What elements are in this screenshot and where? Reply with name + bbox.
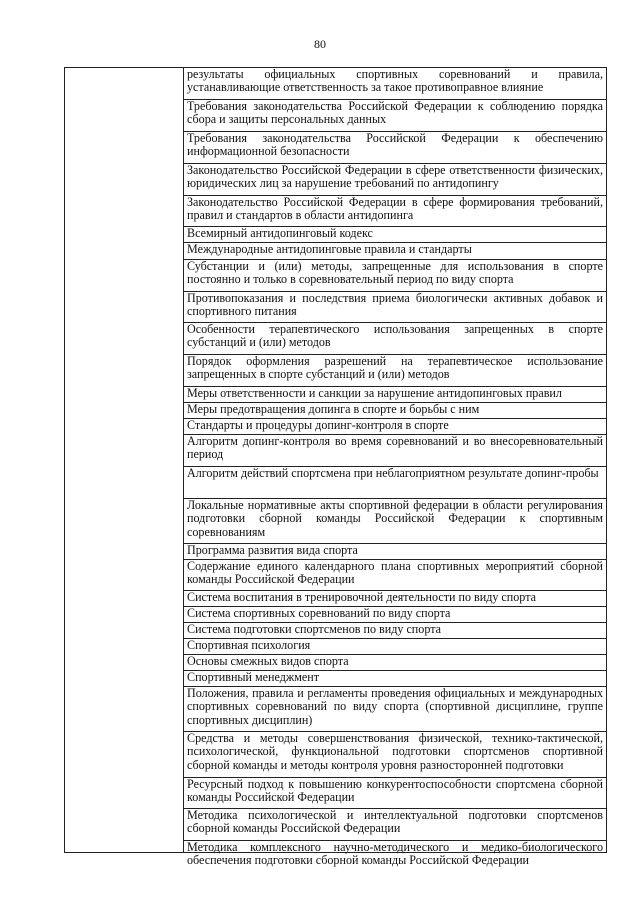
table-row: Система подготовки спортсменов по виду спорта bbox=[184, 623, 606, 639]
table-row: Субстанции и (или) методы, запрещенные для использования в спорте постоянно и только в соревновательный период по виду спорта bbox=[184, 260, 606, 292]
table-row: Законодательство Российской Федерации в сфере ответственности физических, юридических лиц за нарушение требований по антидопингу bbox=[184, 164, 606, 196]
table-row: Стандарты и процедуры допинг-контроля в спорте bbox=[184, 419, 606, 435]
table-row: Средства и методы совершенствования физической, технико-тактической, психологической, функциональной подготовки спортсменов спортивной сборной команды и методы контроля уровня разносторонней подготовки bbox=[184, 732, 606, 778]
table-row: Международные антидопинговые правила и стандарты bbox=[184, 243, 606, 260]
table-left-column bbox=[65, 68, 184, 852]
table-row: Положения, правила и регламенты проведения официальных и международных спортивных соревнований по виду спорта (спортивной дисциплине, группе спортивных дисциплин) bbox=[184, 687, 606, 732]
table-row: Система спортивных соревнований по виду спорта bbox=[184, 607, 606, 623]
table-row: Особенности терапевтического использования запрещенных в спорте субстанций и (или) методов bbox=[184, 323, 606, 355]
table-row: Законодательство Российской Федерации в сфере формирования требований, правил и стандартов в области антидопинга bbox=[184, 196, 606, 227]
table-row: результаты официальных спортивных соревнований и правила, устанавливающие ответственность за такое противоправное влияние bbox=[184, 68, 606, 100]
requirements-table bbox=[64, 67, 607, 868]
table-row: Алгоритм действий спортсмена при неблагоприятном результате допинг-пробы bbox=[184, 467, 606, 499]
table-row: Противопоказания и последствия приема биологически активных добавок и спортивного питания bbox=[184, 292, 606, 323]
table-row: Меры предотвращения допинга в спорте и борьбы с ним bbox=[184, 403, 606, 419]
table-row: Спортивная психология bbox=[184, 639, 606, 655]
table-row: Локальные нормативные акты спортивной федерации в области регулирования подготовки сборной команды Российской Федерации к спортивным соревнованиям bbox=[184, 499, 606, 544]
table-row: Программа развития вида спорта bbox=[184, 544, 606, 560]
table-row: Всемирный антидопинговый кодекс bbox=[184, 227, 606, 243]
table-row: Ресурсный подход к повышению конкурентоспособности спортсмена сборной команды Российской Федерации bbox=[184, 778, 606, 809]
table-row: Требования законодательства Российской Федерации к соблюдению порядка сбора и защиты персональных данных bbox=[184, 100, 606, 132]
table-row: Содержание единого календарного плана спортивных мероприятий сборной команды Российской Федерации bbox=[184, 560, 606, 591]
page-number: 80 bbox=[314, 37, 326, 51]
table-row: Методика комплексного научно-методического и медико-биологического обеспечения подготовки сборной команды Российской Федерации bbox=[187, 841, 603, 868]
table-row: Меры ответственности и санкции за нарушение антидопинговых правил bbox=[184, 387, 606, 403]
table-row: Требования законодательства Российской Федерации к обеспечению информационной безопасности bbox=[184, 132, 606, 164]
table-row: Система воспитания в тренировочной деятельности по виду спорта bbox=[184, 591, 606, 607]
table-row: Методика психологической и интеллектуальной подготовки спортсменов сборной команды Российской Федерации bbox=[184, 809, 606, 841]
table-row: Порядок оформления разрешений на терапевтическое использование запрещенных в спорте субстанций и (или) методов bbox=[184, 355, 606, 387]
table-row: Основы смежных видов спорта bbox=[184, 655, 606, 671]
table-row: Спортивный менеджмент bbox=[184, 671, 606, 687]
table-row: Алгоритм допинг-контроля во время соревнований и во внесоревновательный период bbox=[184, 435, 606, 467]
table-right-column bbox=[184, 68, 606, 868]
